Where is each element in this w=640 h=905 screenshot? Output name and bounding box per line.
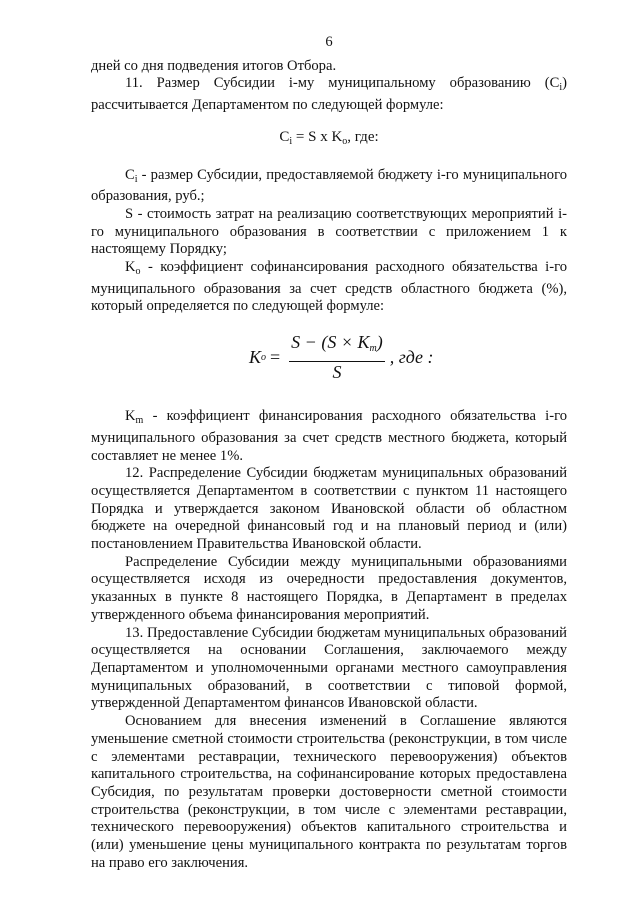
page-number: 6 (325, 34, 333, 50)
definition-ci: $C_i$ - размер Субсидии, предоставляемой бюджету i-го муниципального образования, руб.; (91, 166, 567, 205)
paragraph-13: 13. Предоставление Субсидии бюджетам муниципальных образований осуществляется на основании Соглашения, заключаемого между Департаментом и уполномоченными органами местного самоуправления муниципальных образований, в соответствии с типовой формой, утвержденной Департаментом финансов Ивановской области. (91, 624, 567, 712)
formula-coefficient: K o = $\frac{S - (S \times K_m)}{S}$ , где : (249, 332, 434, 382)
definition-ko: $K_o$ - коэффициент софинансирования расходного обязательства i-го муниципального образования за счет средств областного бюджета (%), который определяется по следующей формуле: (91, 259, 567, 315)
document-page (91, 34, 567, 872)
formula-subsidy: $C_i = S$ x $K_o$, где: (279, 128, 379, 147)
fraction-denominator: S (332, 361, 342, 382)
paragraph-continuation: дней со дня подведения итогов Отбора. (91, 57, 337, 74)
paragraph-12-distribution: Распределение Субсидии между муниципальными образованиями осуществляется исходя из очередности предоставления документов, указанных в пункте 8 настоящего Порядка, в Департамент в пределах утвержденного объема финансирования мероприятий. (91, 553, 567, 623)
definition-km: $K_m$ - коэффициент финансирования расходного обязательства i-го муниципального образования за счет средств местного бюджета, который составляет не менее 1%. (91, 408, 567, 464)
definition-s: S - стоимость затрат на реализацию соответствующих мероприятий i-го муниципального образования в соответствии с приложением 1 к настоящему Порядку; (91, 205, 567, 258)
paragraph-13-amendments: Основанием для внесения изменений в Соглашение являются уменьшение сметной стоимости строительства (реконструкции, в том числе с элементами реставрации, технического перевооружения) объектов капитального строительства, на софинансирование которых предоставлена Субсидия, по результатам проверки достоверности сметной стоимости строительства (реконструкции, в том числе с элементами реставрации, технического перевооружения) объектов капитального строительства и (или) уменьшение цены муниципального контракта по результатам торгов на право его заключения. (91, 713, 567, 871)
formula-fraction (289, 334, 385, 381)
paragraph-11: 11. Размер Субсидии i-му муниципальному образованию $(C_i)$ рассчитывается Департаментом по следующей формуле: (91, 75, 567, 114)
fraction-numerator: $S - (S \times K_m)$ (289, 334, 385, 362)
paragraph-12: 12. Распределение Субсидии бюджетам муниципальных образований осуществляется Департаментом в соответствии с пунктом 11 настоящего Порядка и утверждается законом Ивановской области об областном бюджете на очередной финансовый год и на плановый период и (или) постановлением Правительства Ивановской области. (91, 465, 567, 553)
